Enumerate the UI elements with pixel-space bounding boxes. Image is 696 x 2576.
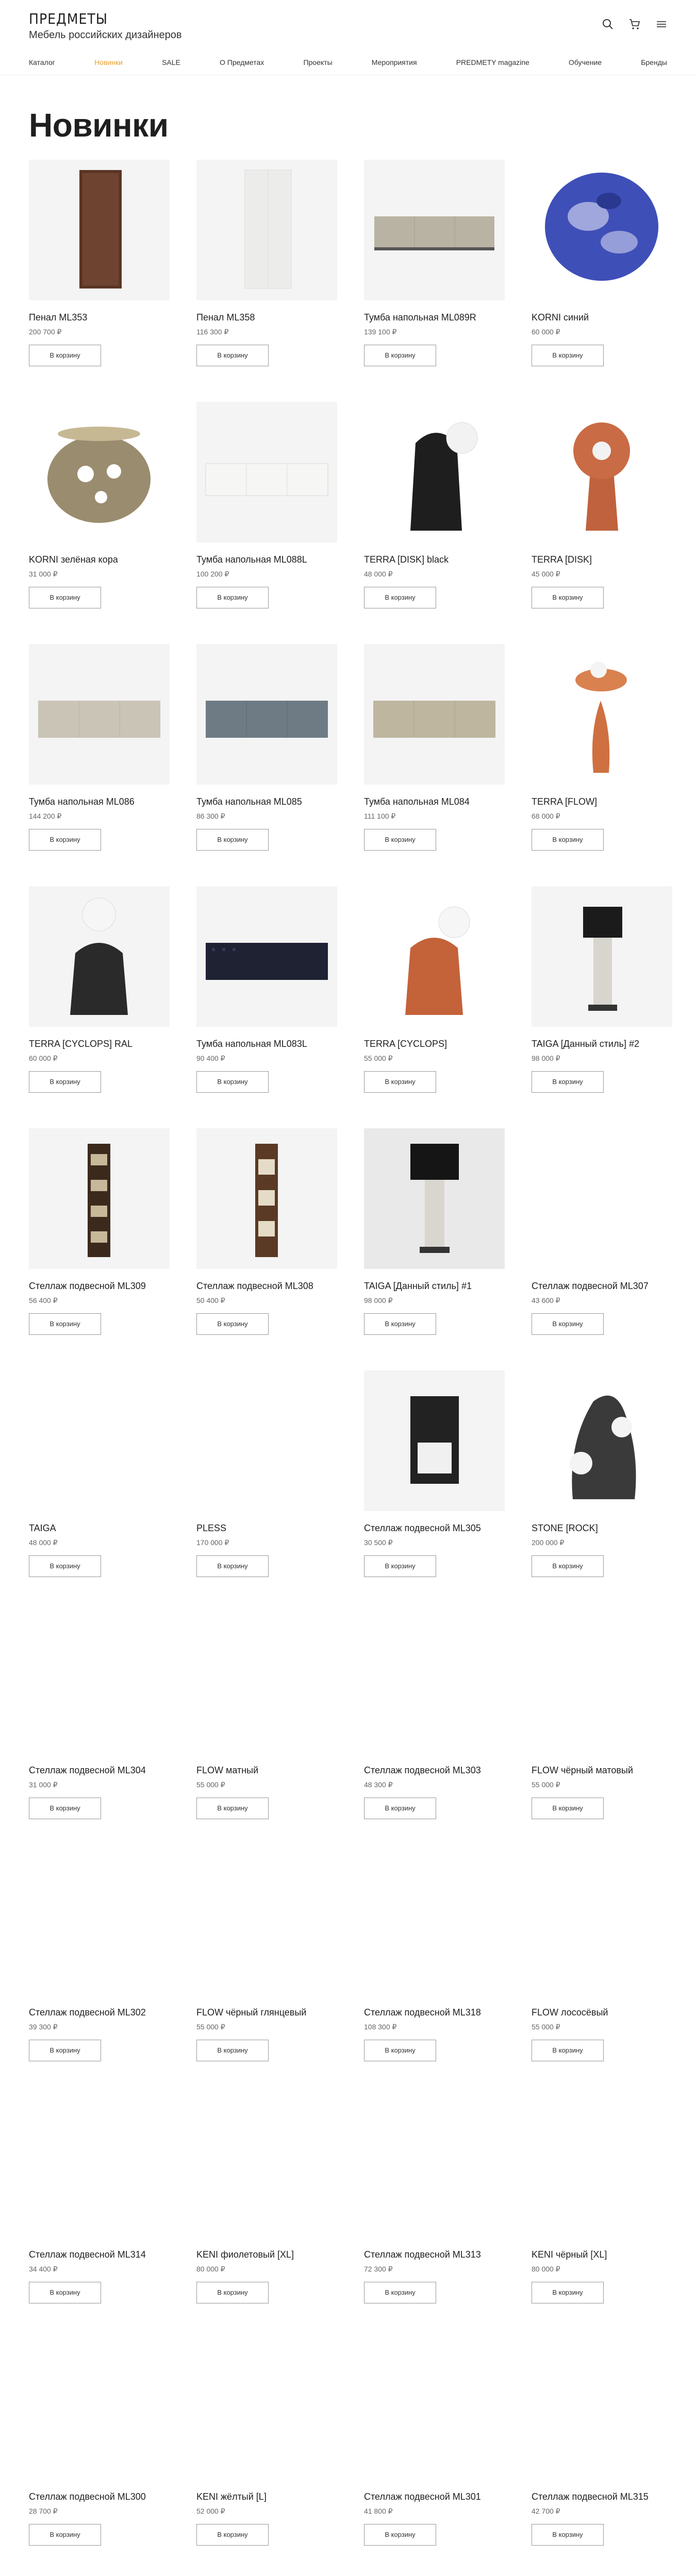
product-price: 55 000 ₽ [364, 1054, 393, 1062]
add-to-cart-button[interactable]: В корзину [196, 2040, 269, 2061]
product-price: 200 000 ₽ [532, 1538, 565, 1547]
add-to-cart-button[interactable]: В корзину [532, 1798, 604, 1819]
add-to-cart-button[interactable]: В корзину [364, 2524, 436, 2546]
product-card[interactable] [29, 2097, 170, 2313]
add-to-cart-button[interactable]: В корзину [364, 1313, 436, 1335]
add-to-cart-button[interactable]: В корзину [532, 345, 604, 366]
add-to-cart-button[interactable]: В корзину [364, 1071, 436, 1093]
product-name[interactable]: Стеллаж подвесной ML305 [364, 1523, 481, 1533]
product-card[interactable] [532, 886, 672, 1103]
product-name[interactable]: FLOW матный [196, 1765, 259, 1775]
product-card[interactable] [196, 886, 337, 1103]
product-card[interactable] [364, 2339, 505, 2555]
nav-about[interactable]: О Предметах [220, 58, 264, 66]
product-name[interactable]: FLOW чёрный матовый [532, 1765, 633, 1775]
logo-block[interactable] [29, 10, 182, 41]
product-price: 48 300 ₽ [364, 1780, 393, 1789]
nav-sale[interactable]: SALE [162, 58, 180, 66]
product-card[interactable] [196, 644, 337, 860]
product-image[interactable] [196, 886, 337, 1027]
product-image[interactable] [196, 644, 337, 785]
add-to-cart-button[interactable]: В корзину [532, 1071, 604, 1093]
product-price: 55 000 ₽ [196, 1780, 225, 1789]
nav-brands[interactable]: Бренды [641, 58, 667, 66]
product-image[interactable] [364, 160, 505, 300]
add-to-cart-button[interactable]: В корзину [364, 2040, 436, 2061]
product-price: 200 700 ₽ [29, 327, 62, 336]
product-name[interactable]: TERRA [CYCLOPS] RAL [29, 1039, 133, 1049]
product-card[interactable] [196, 2097, 337, 2313]
add-to-cart-button[interactable]: В корзину [532, 2282, 604, 2303]
product-price: 28 700 ₽ [29, 2506, 58, 2515]
menu-icon[interactable] [656, 19, 667, 30]
product-card[interactable] [532, 644, 672, 860]
add-to-cart-button[interactable]: В корзину [532, 2524, 604, 2546]
product-price: 31 000 ₽ [29, 1780, 58, 1789]
product-name[interactable]: Тумба напольная ML086 [29, 796, 135, 807]
page-title: Новинки [29, 107, 169, 144]
main-nav [0, 49, 696, 75]
add-to-cart-button[interactable]: В корзину [29, 1071, 101, 1093]
product-card[interactable] [532, 2339, 672, 2555]
product-price: 98 000 ₽ [364, 1296, 393, 1304]
add-to-cart-button[interactable]: В корзину [29, 2282, 101, 2303]
add-to-cart-button[interactable]: В корзину [196, 587, 269, 608]
site-tagline: Мебель российских дизайнеров [29, 29, 182, 41]
add-to-cart-button[interactable]: В корзину [364, 1555, 436, 1577]
add-to-cart-button[interactable]: В корзину [532, 2040, 604, 2061]
product-image[interactable] [364, 402, 505, 543]
product-name[interactable]: Тумба напольная ML085 [196, 796, 302, 807]
product-image[interactable] [532, 1128, 672, 1269]
product-card[interactable] [29, 2339, 170, 2555]
product-name[interactable]: Стеллаж подвесной ML318 [364, 2007, 481, 2018]
product-price: 116 300 ₽ [196, 327, 229, 336]
product-card[interactable] [364, 644, 505, 860]
product-card[interactable] [29, 402, 170, 618]
product-image[interactable] [532, 644, 672, 785]
product-name[interactable]: KENI жёлтый [L] [196, 2492, 267, 2502]
product-name[interactable]: Стеллаж подвесной ML301 [364, 2492, 481, 2502]
product-name[interactable]: Пенал ML353 [29, 312, 88, 323]
product-name[interactable]: Тумба напольная ML084 [364, 796, 470, 807]
add-to-cart-button[interactable]: В корзину [196, 1555, 269, 1577]
product-image[interactable] [364, 1613, 505, 1753]
product-card[interactable] [532, 1370, 672, 1587]
product-price: 98 000 ₽ [532, 1054, 560, 1062]
add-to-cart-button[interactable]: В корзину [196, 2282, 269, 2303]
product-price: 80 000 ₽ [196, 2264, 225, 2273]
product-price: 72 300 ₽ [364, 2264, 393, 2273]
product-price: 52 000 ₽ [196, 2506, 225, 2515]
add-to-cart-button[interactable]: В корзину [364, 587, 436, 608]
add-to-cart-button[interactable]: В корзину [29, 345, 101, 366]
product-card[interactable] [364, 1613, 505, 1829]
add-to-cart-button[interactable]: В корзину [532, 587, 604, 608]
product-price: 48 000 ₽ [29, 1538, 58, 1547]
product-card[interactable] [364, 1128, 505, 1345]
product-image[interactable] [532, 1370, 672, 1511]
product-image[interactable] [532, 160, 672, 300]
nav-events[interactable]: Мероприятия [371, 58, 417, 66]
product-price: 111 100 ₽ [364, 811, 396, 820]
add-to-cart-button[interactable]: В корзину [196, 2524, 269, 2546]
product-card[interactable] [196, 1855, 337, 2071]
product-card[interactable] [29, 644, 170, 860]
product-name[interactable]: TERRA [DISK] black [364, 554, 449, 565]
product-card[interactable] [196, 2339, 337, 2555]
add-to-cart-button[interactable]: В корзину [364, 2282, 436, 2303]
product-name[interactable]: TAIGA [Данный стиль] #1 [364, 1281, 472, 1291]
product-card[interactable] [196, 402, 337, 618]
product-image[interactable] [532, 2339, 672, 2480]
product-card[interactable] [364, 402, 505, 618]
product-price: 41 800 ₽ [364, 2506, 393, 2515]
product-price: 55 000 ₽ [196, 2022, 225, 2031]
add-to-cart-button[interactable]: В корзину [196, 1798, 269, 1819]
product-name[interactable]: Стеллаж подвесной ML314 [29, 2249, 146, 2260]
product-image[interactable] [364, 644, 505, 785]
nav-catalog[interactable]: Каталог [29, 58, 55, 66]
add-to-cart-button[interactable]: В корзину [364, 1798, 436, 1819]
product-image[interactable] [29, 2097, 170, 2238]
product-image[interactable] [532, 886, 672, 1027]
product-image[interactable] [29, 402, 170, 543]
add-to-cart-button[interactable]: В корзину [29, 587, 101, 608]
product-price: 34 400 ₽ [29, 2264, 58, 2273]
product-price: 30 500 ₽ [364, 1538, 393, 1547]
add-to-cart-button[interactable]: В корзину [29, 2524, 101, 2546]
product-image[interactable] [196, 1855, 337, 1995]
product-image[interactable] [29, 886, 170, 1027]
add-to-cart-button[interactable]: В корзину [29, 1555, 101, 1577]
site-header [0, 0, 696, 49]
product-image[interactable] [29, 1128, 170, 1269]
add-to-cart-button[interactable]: В корзину [29, 2040, 101, 2061]
product-image[interactable] [29, 644, 170, 785]
product-price: 108 300 ₽ [364, 2022, 397, 2031]
product-image[interactable] [364, 1855, 505, 1995]
product-grid [0, 160, 696, 2576]
product-card[interactable] [532, 1128, 672, 1345]
product-card[interactable] [29, 160, 170, 376]
product-name[interactable]: Стеллаж подвесной ML302 [29, 2007, 146, 2018]
product-image[interactable] [29, 2339, 170, 2480]
product-name[interactable]: TERRA [DISK] [532, 554, 592, 565]
site-logo[interactable]: ПРЕДМЕТЫ [29, 10, 108, 27]
nav-new[interactable]: Новинки [94, 58, 123, 66]
add-to-cart-button[interactable]: В корзину [29, 1798, 101, 1819]
product-price: 55 000 ₽ [532, 2022, 560, 2031]
add-to-cart-button[interactable]: В корзину [196, 345, 269, 366]
header-icons [602, 19, 667, 30]
product-price: 43 600 ₽ [532, 1296, 560, 1304]
product-image[interactable] [196, 402, 337, 543]
product-name[interactable]: Стеллаж подвесной ML304 [29, 1765, 146, 1775]
product-image[interactable] [364, 2097, 505, 2238]
product-image[interactable] [364, 1370, 505, 1511]
product-card[interactable] [364, 160, 505, 376]
product-name[interactable]: PLESS [196, 1523, 227, 1533]
product-card[interactable] [364, 886, 505, 1103]
product-image[interactable] [29, 160, 170, 300]
product-image[interactable] [364, 1128, 505, 1269]
add-to-cart-button[interactable]: В корзину [196, 1071, 269, 1093]
product-image[interactable] [364, 886, 505, 1027]
product-name[interactable]: KORNI синий [532, 312, 589, 323]
product-image[interactable] [364, 2339, 505, 2480]
search-icon[interactable] [602, 19, 614, 30]
product-price: 50 400 ₽ [196, 1296, 225, 1304]
product-name[interactable]: FLOW чёрный глянцевый [196, 2007, 307, 2018]
product-price: 48 000 ₽ [364, 569, 393, 578]
product-price: 39 300 ₽ [29, 2022, 58, 2031]
product-card[interactable] [196, 1128, 337, 1345]
add-to-cart-button[interactable]: В корзину [532, 1555, 604, 1577]
product-name[interactable]: Пенал ML358 [196, 312, 255, 323]
product-card[interactable] [364, 1370, 505, 1587]
product-price: 55 000 ₽ [532, 1780, 560, 1789]
product-image[interactable] [196, 2097, 337, 2238]
nav-magazine[interactable]: PREDMETY magazine [456, 58, 529, 66]
nav-education[interactable]: Обучение [569, 58, 602, 66]
add-to-cart-button[interactable]: В корзину [364, 829, 436, 851]
product-price: 45 000 ₽ [532, 569, 560, 578]
product-card[interactable] [29, 1128, 170, 1345]
product-price: 144 200 ₽ [29, 811, 62, 820]
product-image[interactable] [532, 402, 672, 543]
product-price: 31 000 ₽ [29, 569, 58, 578]
product-image[interactable] [196, 160, 337, 300]
product-card[interactable] [196, 1370, 337, 1587]
product-price: 60 000 ₽ [29, 1054, 58, 1062]
product-card[interactable] [532, 2097, 672, 2313]
add-to-cart-button[interactable]: В корзину [196, 1313, 269, 1335]
cart-icon[interactable] [629, 19, 640, 30]
product-price: 60 000 ₽ [532, 327, 560, 336]
product-card[interactable] [196, 160, 337, 376]
product-name[interactable]: Стеллаж подвесной ML300 [29, 2492, 146, 2502]
product-price: 56 400 ₽ [29, 1296, 58, 1304]
product-name[interactable]: Тумба напольная ML089R [364, 312, 476, 323]
product-name[interactable]: Тумба напольная ML083L [196, 1039, 307, 1049]
add-to-cart-button[interactable]: В корзину [532, 829, 604, 851]
product-card[interactable] [532, 1855, 672, 2071]
product-card[interactable] [364, 1855, 505, 2071]
product-price: 139 100 ₽ [364, 327, 397, 336]
product-price: 80 000 ₽ [532, 2264, 560, 2273]
product-name[interactable]: Тумба напольная ML088L [196, 554, 307, 565]
product-image[interactable] [196, 2339, 337, 2480]
product-card[interactable] [29, 1855, 170, 2071]
product-image[interactable] [29, 1855, 170, 1995]
add-to-cart-button[interactable]: В корзину [29, 829, 101, 851]
product-name[interactable]: Стеллаж подвесной ML307 [532, 1281, 649, 1291]
product-card[interactable] [29, 1613, 170, 1829]
add-to-cart-button[interactable]: В корзину [196, 829, 269, 851]
product-price: 68 000 ₽ [532, 811, 560, 820]
product-name[interactable]: TERRA [CYCLOPS] [364, 1039, 448, 1049]
product-name[interactable]: KENI фиолетовый [XL] [196, 2249, 294, 2260]
product-image[interactable] [532, 1613, 672, 1753]
product-price: 100 200 ₽ [196, 569, 229, 578]
product-price: 86 300 ₽ [196, 811, 225, 820]
add-to-cart-button[interactable]: В корзину [29, 1313, 101, 1335]
product-card[interactable] [29, 1370, 170, 1587]
product-name[interactable]: TAIGA [Данный стиль] #2 [532, 1039, 639, 1049]
product-image[interactable] [29, 1370, 170, 1511]
product-name[interactable]: Стеллаж подвесной ML313 [364, 2249, 481, 2260]
product-name[interactable]: FLOW лососёвый [532, 2007, 608, 2018]
nav-projects[interactable]: Проекты [303, 58, 333, 66]
product-card[interactable] [364, 2097, 505, 2313]
product-name[interactable]: TERRA [FLOW] [532, 796, 598, 807]
product-name[interactable]: Стеллаж подвесной ML308 [196, 1281, 313, 1291]
product-name[interactable]: TAIGA [29, 1523, 56, 1533]
product-price: 42 700 ₽ [532, 2506, 560, 2515]
product-image[interactable] [196, 1128, 337, 1269]
product-card[interactable] [532, 1613, 672, 1829]
product-image[interactable] [196, 1370, 337, 1511]
product-card[interactable] [532, 160, 672, 376]
product-name[interactable]: STONE [ROCK] [532, 1523, 598, 1533]
product-card[interactable] [29, 886, 170, 1103]
add-to-cart-button[interactable]: В корзину [364, 345, 436, 366]
product-name[interactable]: Стеллаж подвесной ML303 [364, 1765, 481, 1775]
product-name[interactable]: Стеллаж подвесной ML315 [532, 2492, 649, 2502]
product-card[interactable] [196, 1613, 337, 1829]
product-price: 90 400 ₽ [196, 1054, 225, 1062]
add-to-cart-button[interactable]: В корзину [532, 1313, 604, 1335]
product-image[interactable] [29, 1613, 170, 1753]
product-image[interactable] [532, 2097, 672, 2238]
product-name[interactable]: KORNI зелёная кора [29, 554, 118, 565]
product-image[interactable] [532, 1855, 672, 1995]
product-card[interactable] [532, 402, 672, 618]
product-name[interactable]: Стеллаж подвесной ML309 [29, 1281, 146, 1291]
product-image[interactable] [196, 1613, 337, 1753]
product-name[interactable]: KENI чёрный [XL] [532, 2249, 607, 2260]
product-price: 170 000 ₽ [196, 1538, 229, 1547]
